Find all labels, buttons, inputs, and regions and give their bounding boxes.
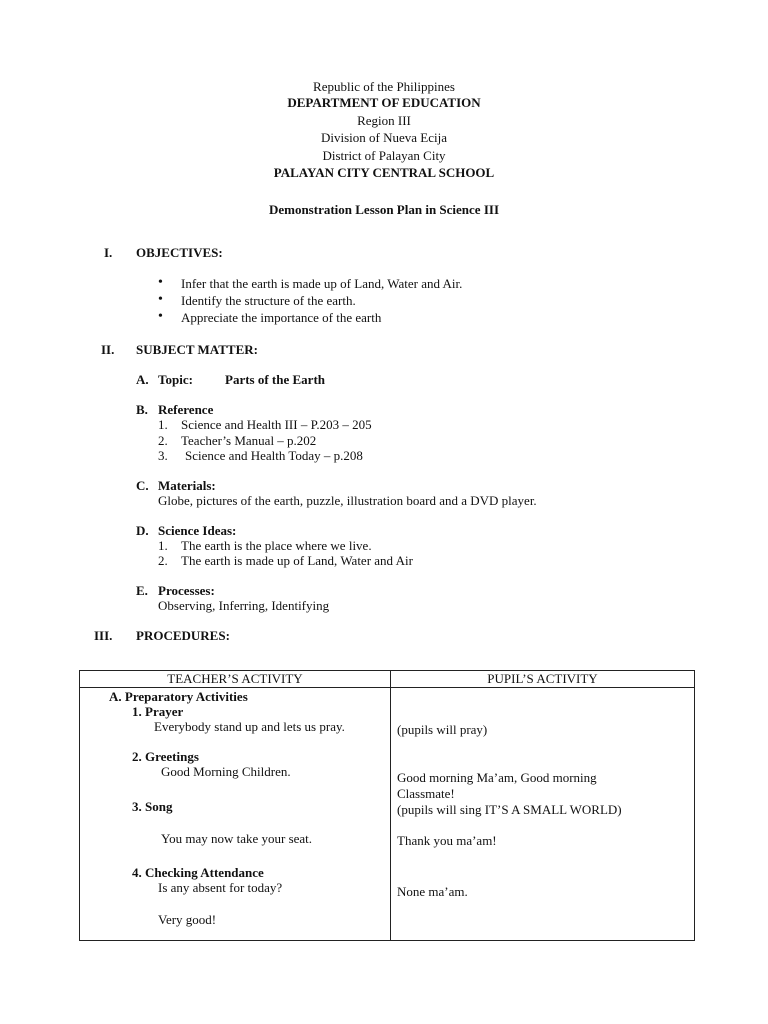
attendance-question: Is any absent for today?	[158, 880, 283, 895]
preparatory-activities-label: A. Preparatory Activities	[109, 689, 248, 704]
greetings-text: Good Morning Children.	[161, 764, 291, 779]
header-school: PALAYAN CITY CENTRAL SCHOOL	[273, 165, 495, 180]
materials-letter: C.	[136, 478, 149, 493]
science-ideas-label: Science Ideas:	[158, 523, 237, 538]
objective-item: • Appreciate the importance of the earth	[181, 310, 381, 326]
pupil-greeting-line2: Classmate!	[397, 786, 455, 801]
pupil-sing-text: (pupils will sing IT’S A SMALL WORLD)	[397, 802, 622, 817]
processes-text: Observing, Inferring, Identifying	[158, 598, 330, 613]
materials-label: Materials:	[158, 478, 216, 493]
reference-num: 3.	[158, 448, 168, 463]
processes-letter: E.	[136, 583, 148, 598]
header-division: Division of Nueva Ecija	[321, 130, 447, 145]
header-republic: Republic of the Philippines	[313, 79, 455, 94]
topic-value: Parts of the Earth	[225, 372, 326, 387]
procedures-number: III.	[94, 628, 113, 643]
materials-text: Globe, pictures of the earth, puzzle, illustration board and a DVD player.	[158, 493, 537, 508]
topic-label: Topic:	[158, 372, 193, 387]
song-label: 3. Song	[132, 799, 173, 814]
science-ideas-letter: D.	[136, 523, 149, 538]
objective-item: • Identify the structure of the earth.	[181, 293, 356, 309]
processes-label: Processes:	[158, 583, 215, 598]
teacher-activity-cell	[80, 688, 391, 941]
greetings-label: 2. Greetings	[132, 749, 199, 764]
attendance-label: 4. Checking Attendance	[132, 865, 264, 880]
header-region: Region III	[357, 113, 411, 128]
procedures-heading: PROCEDURES:	[136, 628, 230, 643]
pupil-pray-text: (pupils will pray)	[397, 722, 488, 737]
header-district: District of Palayan City	[322, 148, 446, 163]
objectives-number: I.	[104, 245, 113, 260]
reference-item: Science and Health Today – p.208	[185, 448, 363, 463]
objectives-heading: OBJECTIVES:	[136, 245, 223, 260]
reference-num: 2.	[158, 433, 168, 448]
prayer-label: 1. Prayer	[132, 704, 184, 719]
header-department: DEPARTMENT OF EDUCATION	[287, 95, 481, 110]
topic-letter: A.	[136, 372, 149, 387]
very-good-text: Very good!	[158, 912, 217, 927]
procedures-table	[79, 670, 695, 941]
reference-item: Science and Health III – P.203 – 205	[181, 417, 372, 432]
science-idea-num: 2.	[158, 553, 168, 568]
teacher-activity-header-label: TEACHER’S ACTIVITY	[167, 671, 303, 686]
science-idea-item: The earth is the place where we live.	[181, 538, 372, 553]
reference-num: 1.	[158, 417, 168, 432]
reference-item: Teacher’s Manual – p.202	[181, 433, 317, 448]
reference-letter: B.	[136, 402, 148, 417]
teacher-activity-header	[80, 671, 391, 688]
pupil-activity-cell	[391, 688, 695, 941]
pupil-thanks-text: Thank you ma’am!	[397, 833, 497, 848]
prayer-text: Everybody stand up and lets us pray.	[154, 719, 345, 734]
objective-item: • Infer that the earth is made up of Land, Water and Air.	[181, 276, 462, 292]
science-idea-item: The earth is made up of Land, Water and Air	[181, 553, 413, 568]
pupil-activity-header	[391, 671, 695, 688]
pupil-activity-header-label: PUPIL’S ACTIVITY	[487, 671, 598, 686]
science-idea-num: 1.	[158, 538, 168, 553]
reference-label: Reference	[158, 402, 214, 417]
subject-matter-heading: SUBJECT MATTER:	[136, 342, 258, 357]
seat-text: You may now take your seat.	[161, 831, 313, 846]
document-title: Demonstration Lesson Plan in Science III	[268, 202, 500, 217]
subject-matter-number: II.	[101, 342, 115, 357]
pupil-none-text: None ma’am.	[397, 884, 468, 899]
pupil-greeting-line1: Good morning Ma’am, Good morning	[397, 770, 597, 785]
